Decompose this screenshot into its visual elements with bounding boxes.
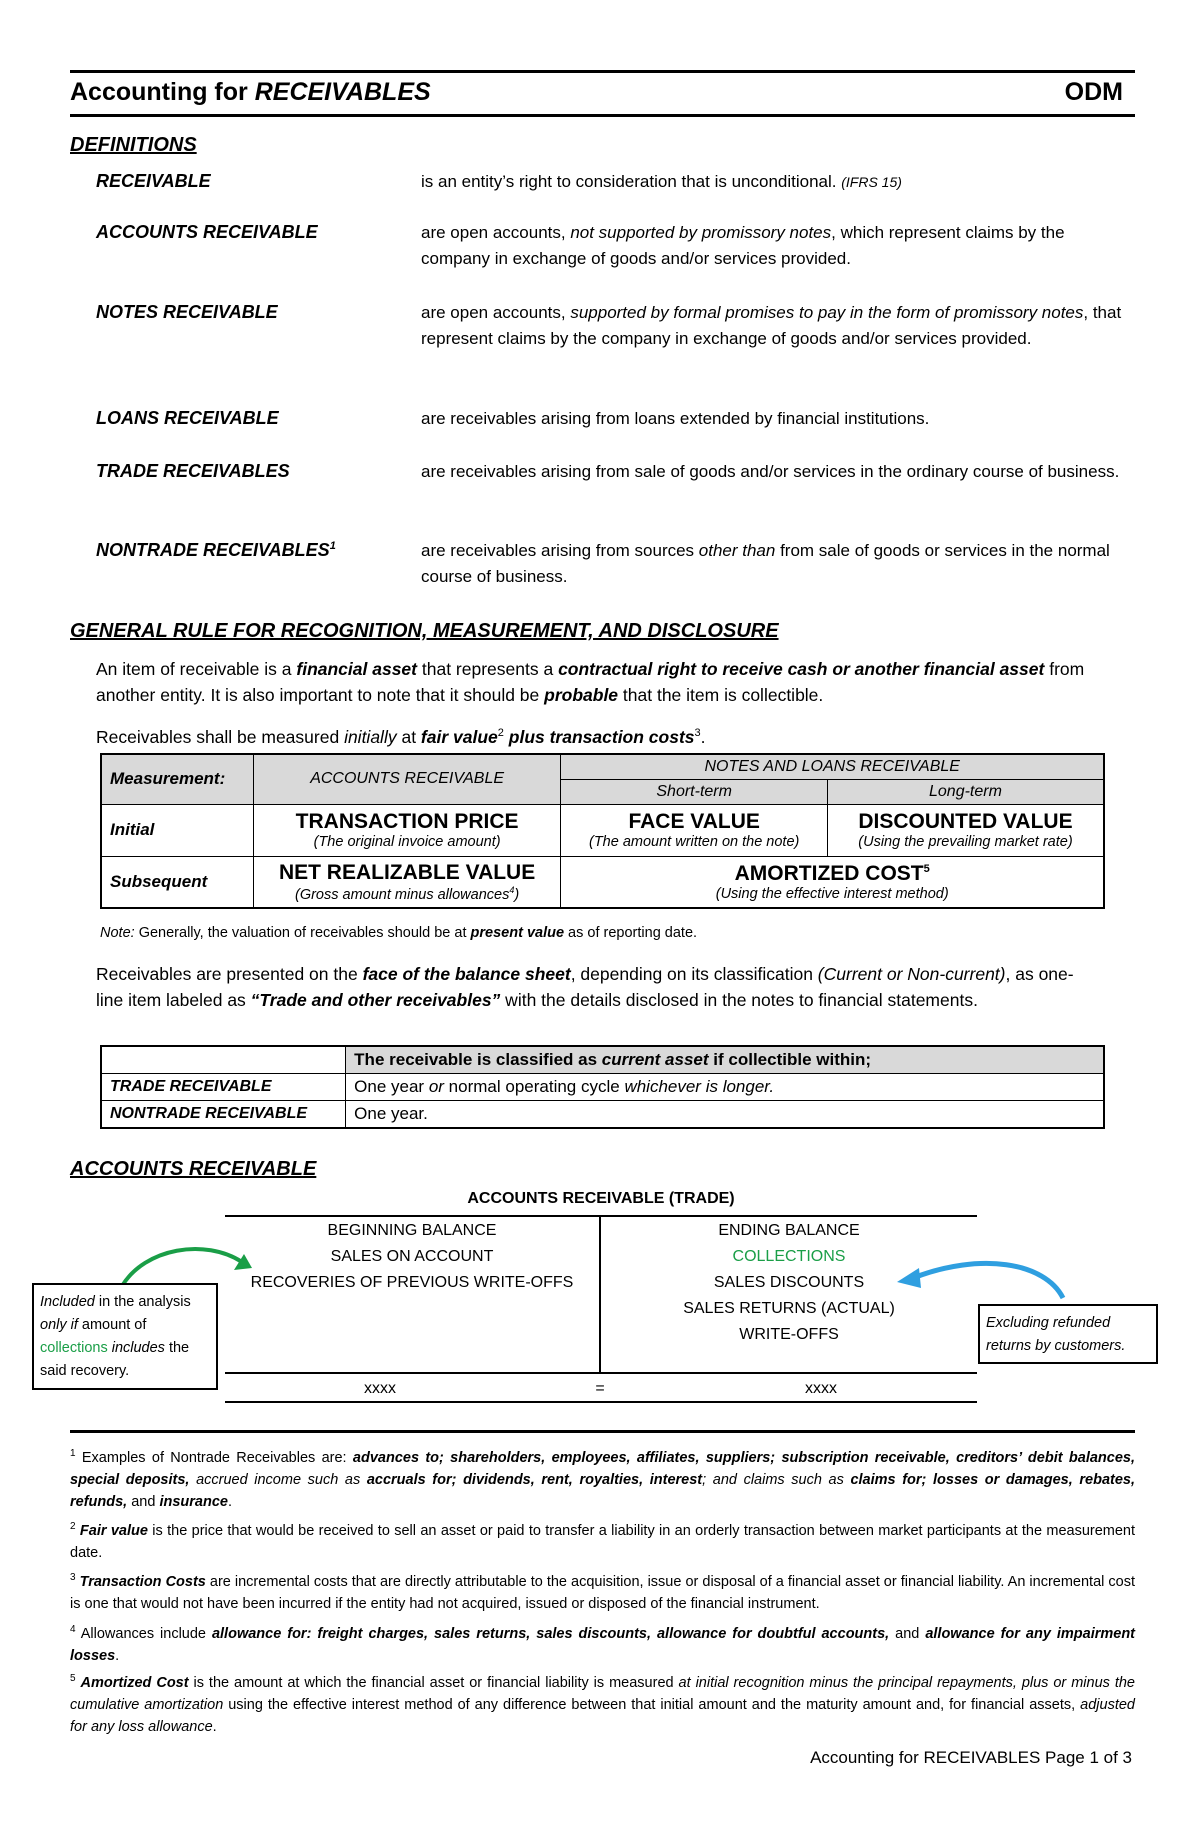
footnote-rule (70, 1430, 1135, 1433)
subsequent-row-label: Subsequent (101, 856, 253, 908)
definition-accounts-receivable: are open accounts, not supported by promissory notes, which represent claims by the company in exchange of goods and/or services provided. (421, 223, 1065, 268)
term-trade-receivables: TRADE RECEIVABLES (96, 461, 290, 481)
initial-ar-cell: TRANSACTION PRICE (The original invoice amount) (253, 804, 561, 856)
long-term-header: Long-term (827, 779, 1104, 804)
accounts-receivable-header: ACCOUNTS RECEIVABLE (253, 754, 561, 804)
credit-entry: SALES DISCOUNTS (713, 1274, 865, 1291)
initial-row-label: Initial (101, 804, 253, 856)
t-account-title: ACCOUNTS RECEIVABLE (TRADE) (467, 1190, 735, 1207)
definition-receivable: is an entity’s right to consideration that is unconditional. (IFRS 15) (421, 172, 902, 191)
definition-loans-receivable: are receivables arising from loans extended by financial institutions. (421, 409, 930, 428)
classification-table (100, 1045, 1105, 1129)
credit-entry-collections: COLLECTIONS (732, 1248, 846, 1265)
total-right: xxxx (805, 1380, 837, 1397)
t-account-bottom-line (225, 1401, 977, 1403)
term-notes-receivable: NOTES RECEIVABLE (96, 302, 278, 322)
trade-receivable-rule: One year or normal operating cycle whichever is longer. (346, 1074, 1104, 1101)
excluding-returns-callout: Excluding refunded returns by customers. (978, 1304, 1158, 1364)
credit-entry: ENDING BALANCE (718, 1222, 860, 1239)
footnote-2: $^2$ Fair value is the price that would be received to sell an asset or paid to transfer a liability in an orderly transaction between market participants at the measurement date. (70, 1521, 1136, 1561)
debit-entry: RECOVERIES OF PREVIOUS WRITE-OFFS (250, 1274, 574, 1291)
nontrade-receivable-rule: One year. (346, 1101, 1104, 1129)
blue-arrow-icon (885, 1252, 1075, 1302)
term-nontrade-receivables: NONTRADE RECEIVABLES$^1$ (96, 540, 336, 560)
general-rule-paragraph: An item of receivable is a financial asset that represents a contractual right to receive cash or another financial asset from another entity. It is also important to note that it should be probable that the item is collectible. (96, 659, 1085, 705)
t-account-total-line (225, 1372, 977, 1374)
measurement-table (100, 753, 1105, 909)
credit-entry: SALES RETURNS (ACTUAL) (683, 1300, 895, 1317)
short-term-header: Short-term (561, 779, 828, 804)
debit-entry: BEGINNING BALANCE (327, 1222, 497, 1239)
total-left: xxxx (364, 1380, 396, 1397)
footnote-5: $^5$ Amortized Cost is the amount at which the financial asset or financial liability is measured at initial recognition minus the principal repayments, plus or minus the cumulative amortization using the effective interest method of any difference between that initial amount and the maturity amount and, for financial assets, adjusted for any loss allowance. (70, 1673, 1135, 1735)
definition-nontrade-receivables: are receivables arising from sources other than from sale of goods or services in the normal course of business. (421, 541, 1110, 586)
initial-long-cell: DISCOUNTED VALUE (Using the prevailing market rate) (827, 804, 1104, 856)
credit-entry: WRITE-OFFS (739, 1326, 839, 1343)
header-rule (70, 114, 1135, 117)
definition-trade-receivables: are receivables arising from sale of goods and/or services in the ordinary course of business. (421, 462, 1120, 481)
t-account-top-line (225, 1215, 977, 1217)
footnote-3: $^3$ Transaction Costs are incremental costs that are directly attributable to the acquisition, issue or disposal of a financial asset or financial liability. An incremental cost is one that would not have been incurred if the entity had not acquired, issued or disposed of the financial instrument. (70, 1572, 1135, 1612)
initial-short-cell: FACE VALUE (The amount written on the note) (561, 804, 828, 856)
subsequent-ar-cell: NET REALIZABLE VALUE (Gross amount minus allowances$^4$) (253, 856, 561, 908)
included-recovery-callout: Included in the analysis only if amount of collections includes the said recovery. (32, 1283, 218, 1390)
page-footer: Accounting for RECEIVABLES Page 1 of 3 (810, 1748, 1132, 1767)
notes-loans-header: NOTES AND LOANS RECEIVABLE (561, 754, 1104, 779)
measurement-paragraph: Receivables shall be measured initially at fair value$^2$ plus transaction costs$^3$. (96, 726, 706, 747)
t-account-debits (225, 1218, 599, 1296)
term-receivable: RECEIVABLE (96, 171, 211, 191)
subsequent-nl-cell: AMORTIZED COST$^5$ (Using the effective interest method) (561, 856, 1104, 908)
classification-corner-cell (101, 1046, 346, 1074)
page-header (70, 72, 1135, 114)
measurement-header-cell: Measurement: (101, 754, 253, 804)
total-equals: = (595, 1380, 605, 1397)
trade-receivable-label: TRADE RECEIVABLE (101, 1074, 346, 1101)
definition-notes-receivable: are open accounts, supported by formal promises to pay in the form of promissory notes, that represent claims by the company in exchange of goods and/or services provided. (421, 303, 1122, 348)
general-rule-heading: GENERAL RULE FOR RECOGNITION, MEASUREMENT, AND DISCLOSURE (70, 620, 779, 642)
term-loans-receivable: LOANS RECEIVABLE (96, 408, 279, 428)
page-title: Accounting for RECEIVABLES (70, 78, 431, 106)
classification-header: The receivable is classified as current asset if collectible within; (346, 1046, 1104, 1074)
debit-entry: SALES ON ACCOUNT (330, 1248, 494, 1265)
footnote-1: $^1$ Examples of Nontrade Receivables are: advances to; shareholders, employees, affiliates, suppliers; subscription receivable, creditors’ debit balances, special deposits, accrued income such as accruals for; dividends, rent, royalties, interest; and claims such as claims for; losses or damages, rebates, refunds, and insurance. (70, 1448, 1135, 1510)
footnote-4: $^4$ Allowances include allowance for: freight charges, sales returns, sales discounts, allowance for doubtful accounts, and allowance for any impairment losses. (70, 1624, 1136, 1664)
nontrade-receivable-label: NONTRADE RECEIVABLE (101, 1101, 346, 1129)
accounts-receivable-heading: ACCOUNTS RECEIVABLE (70, 1158, 317, 1180)
presentation-paragraph: Receivables are presented on the face of the balance sheet, depending on its classification (Current or Non-current), as one-line item labeled as “Trade and other receivables” with the details disclosed in the notes to financial statements. (96, 964, 1074, 1010)
header-initials: ODM (1064, 78, 1123, 106)
term-accounts-receivable: ACCOUNTS RECEIVABLE (96, 222, 318, 242)
valuation-note: Note: Generally, the valuation of receivables should be at present value as of reporting date. (100, 925, 698, 941)
definitions-heading: DEFINITIONS (70, 134, 197, 156)
